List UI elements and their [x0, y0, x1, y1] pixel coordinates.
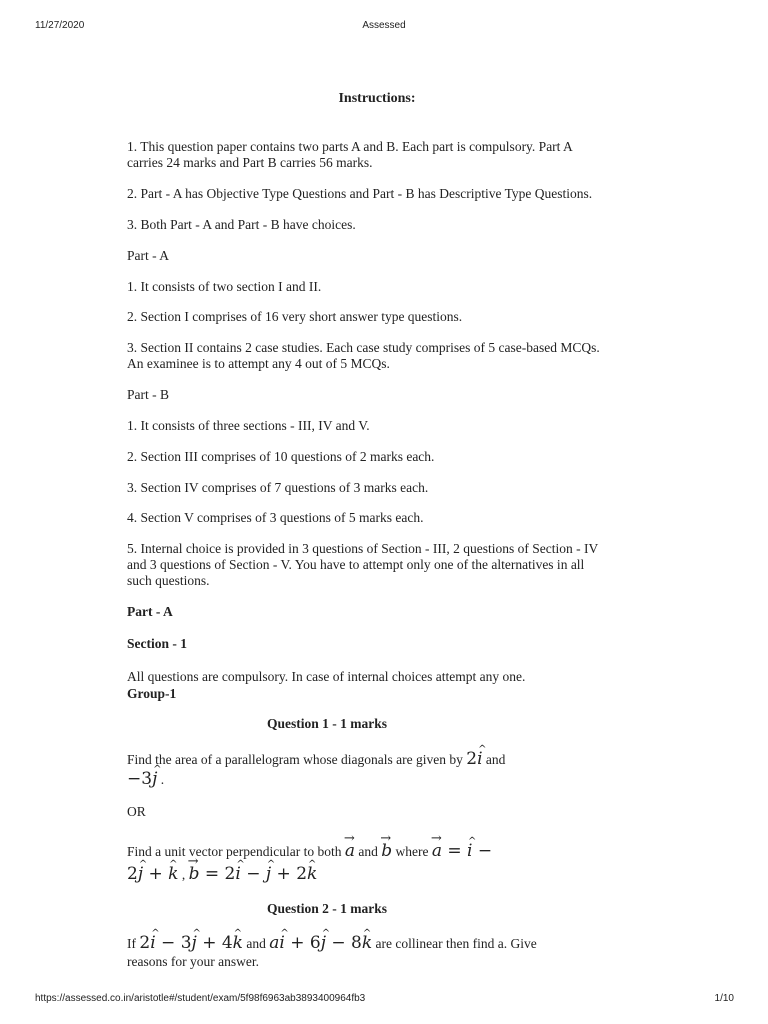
instruction-item: 3. Section II contains 2 case studies. Each case study comprises of 5 case-based MCQs. An examinee is to attempt any 4 out of 5 MCQs.: [127, 340, 600, 371]
instruction-item: 4. Section V comprises of 3 questions of 5 marks each.: [127, 510, 424, 525]
instruction-item: 1. This question paper contains two parts A and B. Each part is compulsory. Part A carries 24 marks and Part B carries 56 marks.: [127, 139, 573, 170]
instruction-item: 5. Internal choice is provided in 3 questions of Section - III, 2 questions of Section - IV and 3 questions of Section - V. You have to attempt only one of the alternatives in all such questions.: [127, 541, 599, 588]
instruction-item: 1. It consists of three sections - III, IV and V.: [127, 418, 370, 433]
page-title: Assessed: [362, 20, 406, 31]
instruction-item: 3. Section IV comprises of 7 questions of 3 marks each.: [127, 480, 429, 495]
part-a-heading: Part - A: [127, 604, 173, 619]
instructions-title: Instructions:: [338, 91, 416, 106]
page-url: https://assessed.co.in/aristotle#/student/exam/5f98f6963ab3893400964fb3: [35, 993, 366, 1004]
question-2-text-cont: reasons for your answer.: [127, 954, 259, 969]
compulsory-note: All questions are compulsory. In case of internal choices attempt any one.: [127, 669, 526, 684]
instruction-item: 2. Section I comprises of 16 very short answer type questions.: [127, 309, 463, 324]
instruction-item: 3. Both Part - A and Part - B have choices.: [127, 217, 356, 232]
print-date: 11/27/2020: [35, 20, 85, 31]
question-1b-text: Find a unit vector perpendicular to both → a and → b where → a = ^ i −: [127, 843, 492, 860]
question-1-math: −3^ j .: [127, 771, 164, 788]
question-2-title: Question 2 - 1 marks: [267, 901, 388, 916]
page-number: 1/10: [714, 993, 734, 1004]
section-heading: Section - 1: [127, 636, 187, 651]
group-heading: Group-1: [127, 686, 177, 701]
part-a-label: Part - A: [127, 248, 169, 263]
instruction-item: 2. Part - A has Objective Type Questions and Part - B has Descriptive Type Questions.: [127, 186, 593, 201]
question-1-title: Question 1 - 1 marks: [267, 716, 388, 731]
or-label: OR: [127, 804, 146, 819]
question-2-text: If 2^ i − 3^ j + 4^ k and a^ i + 6^ j − 8^ k are collinear then find a. Give: [127, 935, 537, 952]
instruction-item: 1. It consists of two section I and II.: [127, 279, 322, 294]
question-1b-math: 2^ j + ^ k , → b = 2^ i − ^ j + 2^ k: [127, 866, 317, 883]
part-b-label: Part - B: [127, 387, 169, 402]
question-1-text: Find the area of a parallelogram whose diagonals are given by 2^ i and: [127, 751, 505, 768]
instruction-item: 2. Section III comprises of 10 questions of 2 marks each.: [127, 449, 435, 464]
